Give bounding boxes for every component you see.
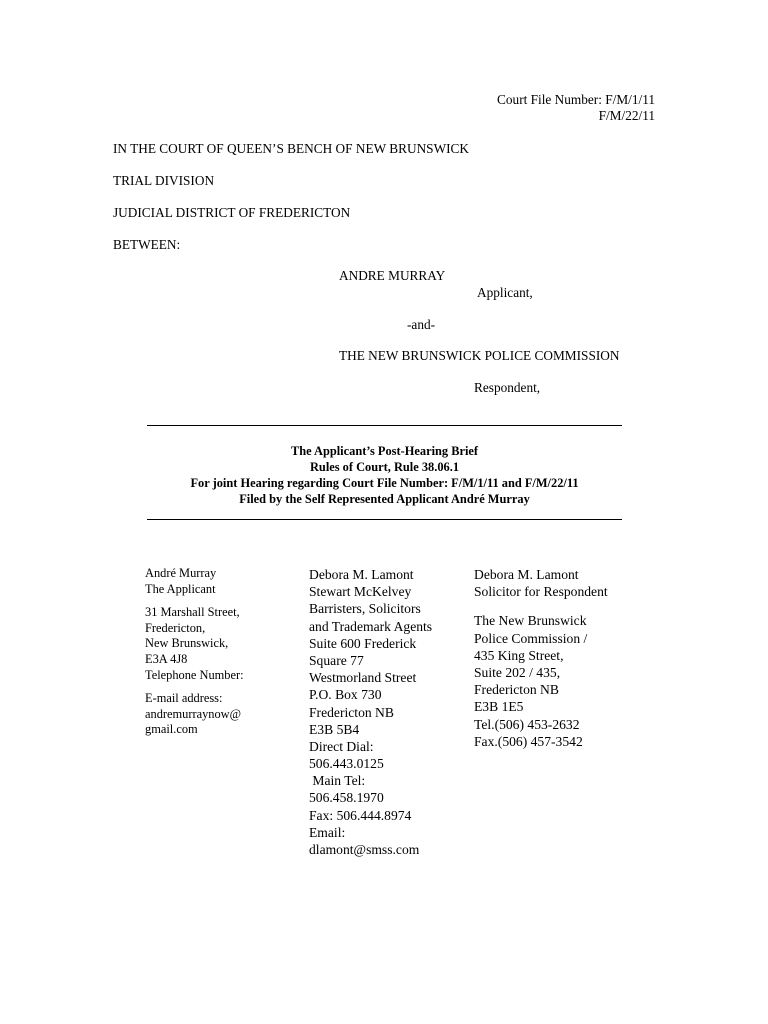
respondent-contact-line: Fredericton NB bbox=[474, 682, 559, 698]
respondent-role: Respondent, bbox=[474, 380, 541, 395]
solicitor-firm-line: Fax: 506.444.8974 bbox=[309, 807, 412, 823]
and-separator: -and- bbox=[407, 317, 436, 332]
respondent-contact-line: E3B 1E5 bbox=[474, 699, 524, 715]
brief-hearing: For joint Hearing regarding Court File Number: F/M/1/11 and F/M/22/11 bbox=[190, 476, 579, 490]
applicant-contact-line: André Murray bbox=[145, 566, 217, 580]
solicitor-firm-line: 506.458.1970 bbox=[309, 790, 384, 806]
respondent-contact-line: Solicitor for Respondent bbox=[474, 584, 608, 600]
solicitor-firm-line: Square 77 bbox=[309, 652, 364, 668]
solicitor-firm-line: Suite 600 Frederick bbox=[309, 635, 417, 651]
solicitor-firm-line: Debora M. Lamont bbox=[309, 567, 414, 582]
solicitor-firm-line: P.O. Box 730 bbox=[309, 687, 382, 703]
applicant-name: ANDRE MURRAY bbox=[339, 268, 446, 283]
respondent-contact-line: Suite 202 / 435, bbox=[474, 664, 561, 680]
respondent-contact-line: The New Brunswick bbox=[474, 613, 587, 629]
respondent-name: THE NEW BRUNSWICK POLICE COMMISSION bbox=[339, 348, 620, 363]
respondent-contact-line: 435 King Street, bbox=[474, 647, 564, 663]
solicitor-firm-line: 506.443.0125 bbox=[309, 756, 384, 772]
solicitor-firm-line: and Trademark Agents bbox=[309, 618, 433, 634]
solicitor-firm-line: Main Tel: bbox=[309, 773, 366, 789]
court-file-number-line2: F/M/22/11 bbox=[598, 108, 655, 123]
top-rule bbox=[147, 425, 622, 426]
respondent-contact-line: Fax.(506) 457-3542 bbox=[474, 733, 583, 749]
solicitor-firm-block bbox=[309, 566, 432, 858]
applicant-contact-line: Telephone Number: bbox=[145, 667, 244, 682]
applicant-contact-block bbox=[145, 566, 244, 738]
solicitor-firm-line: Fredericton NB bbox=[309, 704, 394, 720]
between-label: BETWEEN: bbox=[113, 237, 181, 252]
bottom-rule bbox=[147, 519, 622, 520]
respondent-contact-line: Tel.(506) 453-2632 bbox=[474, 716, 580, 732]
respondent-contact-line: Debora M. Lamont bbox=[474, 567, 579, 582]
solicitor-email: dlamont@smss.com bbox=[309, 842, 420, 857]
applicant-contact-line: New Brunswick, bbox=[145, 636, 229, 651]
applicant-contact-line: gmail.com bbox=[145, 722, 198, 737]
applicant-contact-line: 31 Marshall Street, bbox=[145, 605, 240, 620]
solicitor-firm-line: Stewart McKelvey bbox=[309, 584, 412, 600]
applicant-role: Applicant, bbox=[477, 285, 533, 300]
solicitor-firm-line: Barristers, Solicitors bbox=[309, 601, 421, 617]
brief-title: The Applicant’s Post-Hearing Brief bbox=[290, 444, 479, 458]
brief-filed-by: Filed by the Self Represented Applicant André Murray bbox=[239, 492, 530, 506]
judicial-district: JUDICIAL DISTRICT OF FREDERICTON bbox=[113, 205, 351, 220]
applicant-contact-line: Fredericton, bbox=[145, 620, 206, 635]
court-file-number-line1: Court File Number: F/M/1/11 bbox=[497, 92, 655, 107]
solicitor-firm-line: Westmorland Street bbox=[309, 670, 417, 686]
solicitor-firm-line: E3B 5B4 bbox=[309, 721, 360, 737]
applicant-contact-line: E-mail address: bbox=[145, 691, 223, 706]
trial-division: TRIAL DIVISION bbox=[113, 173, 215, 188]
applicant-contact-line: The Applicant bbox=[145, 581, 216, 596]
court-name: IN THE COURT OF QUEEN’S BENCH OF NEW BRUNSWICK bbox=[113, 141, 470, 156]
respondent-solicitor-block bbox=[474, 566, 608, 750]
respondent-contact-line: Police Commission / bbox=[474, 630, 588, 646]
applicant-contact-line: andremurraynow@ bbox=[145, 706, 242, 721]
solicitor-firm-line: Email: bbox=[309, 824, 346, 840]
brief-rule: Rules of Court, Rule 38.06.1 bbox=[309, 460, 460, 474]
solicitor-firm-line: Direct Dial: bbox=[309, 738, 374, 754]
applicant-contact-line: E3A 4J8 bbox=[145, 651, 188, 666]
